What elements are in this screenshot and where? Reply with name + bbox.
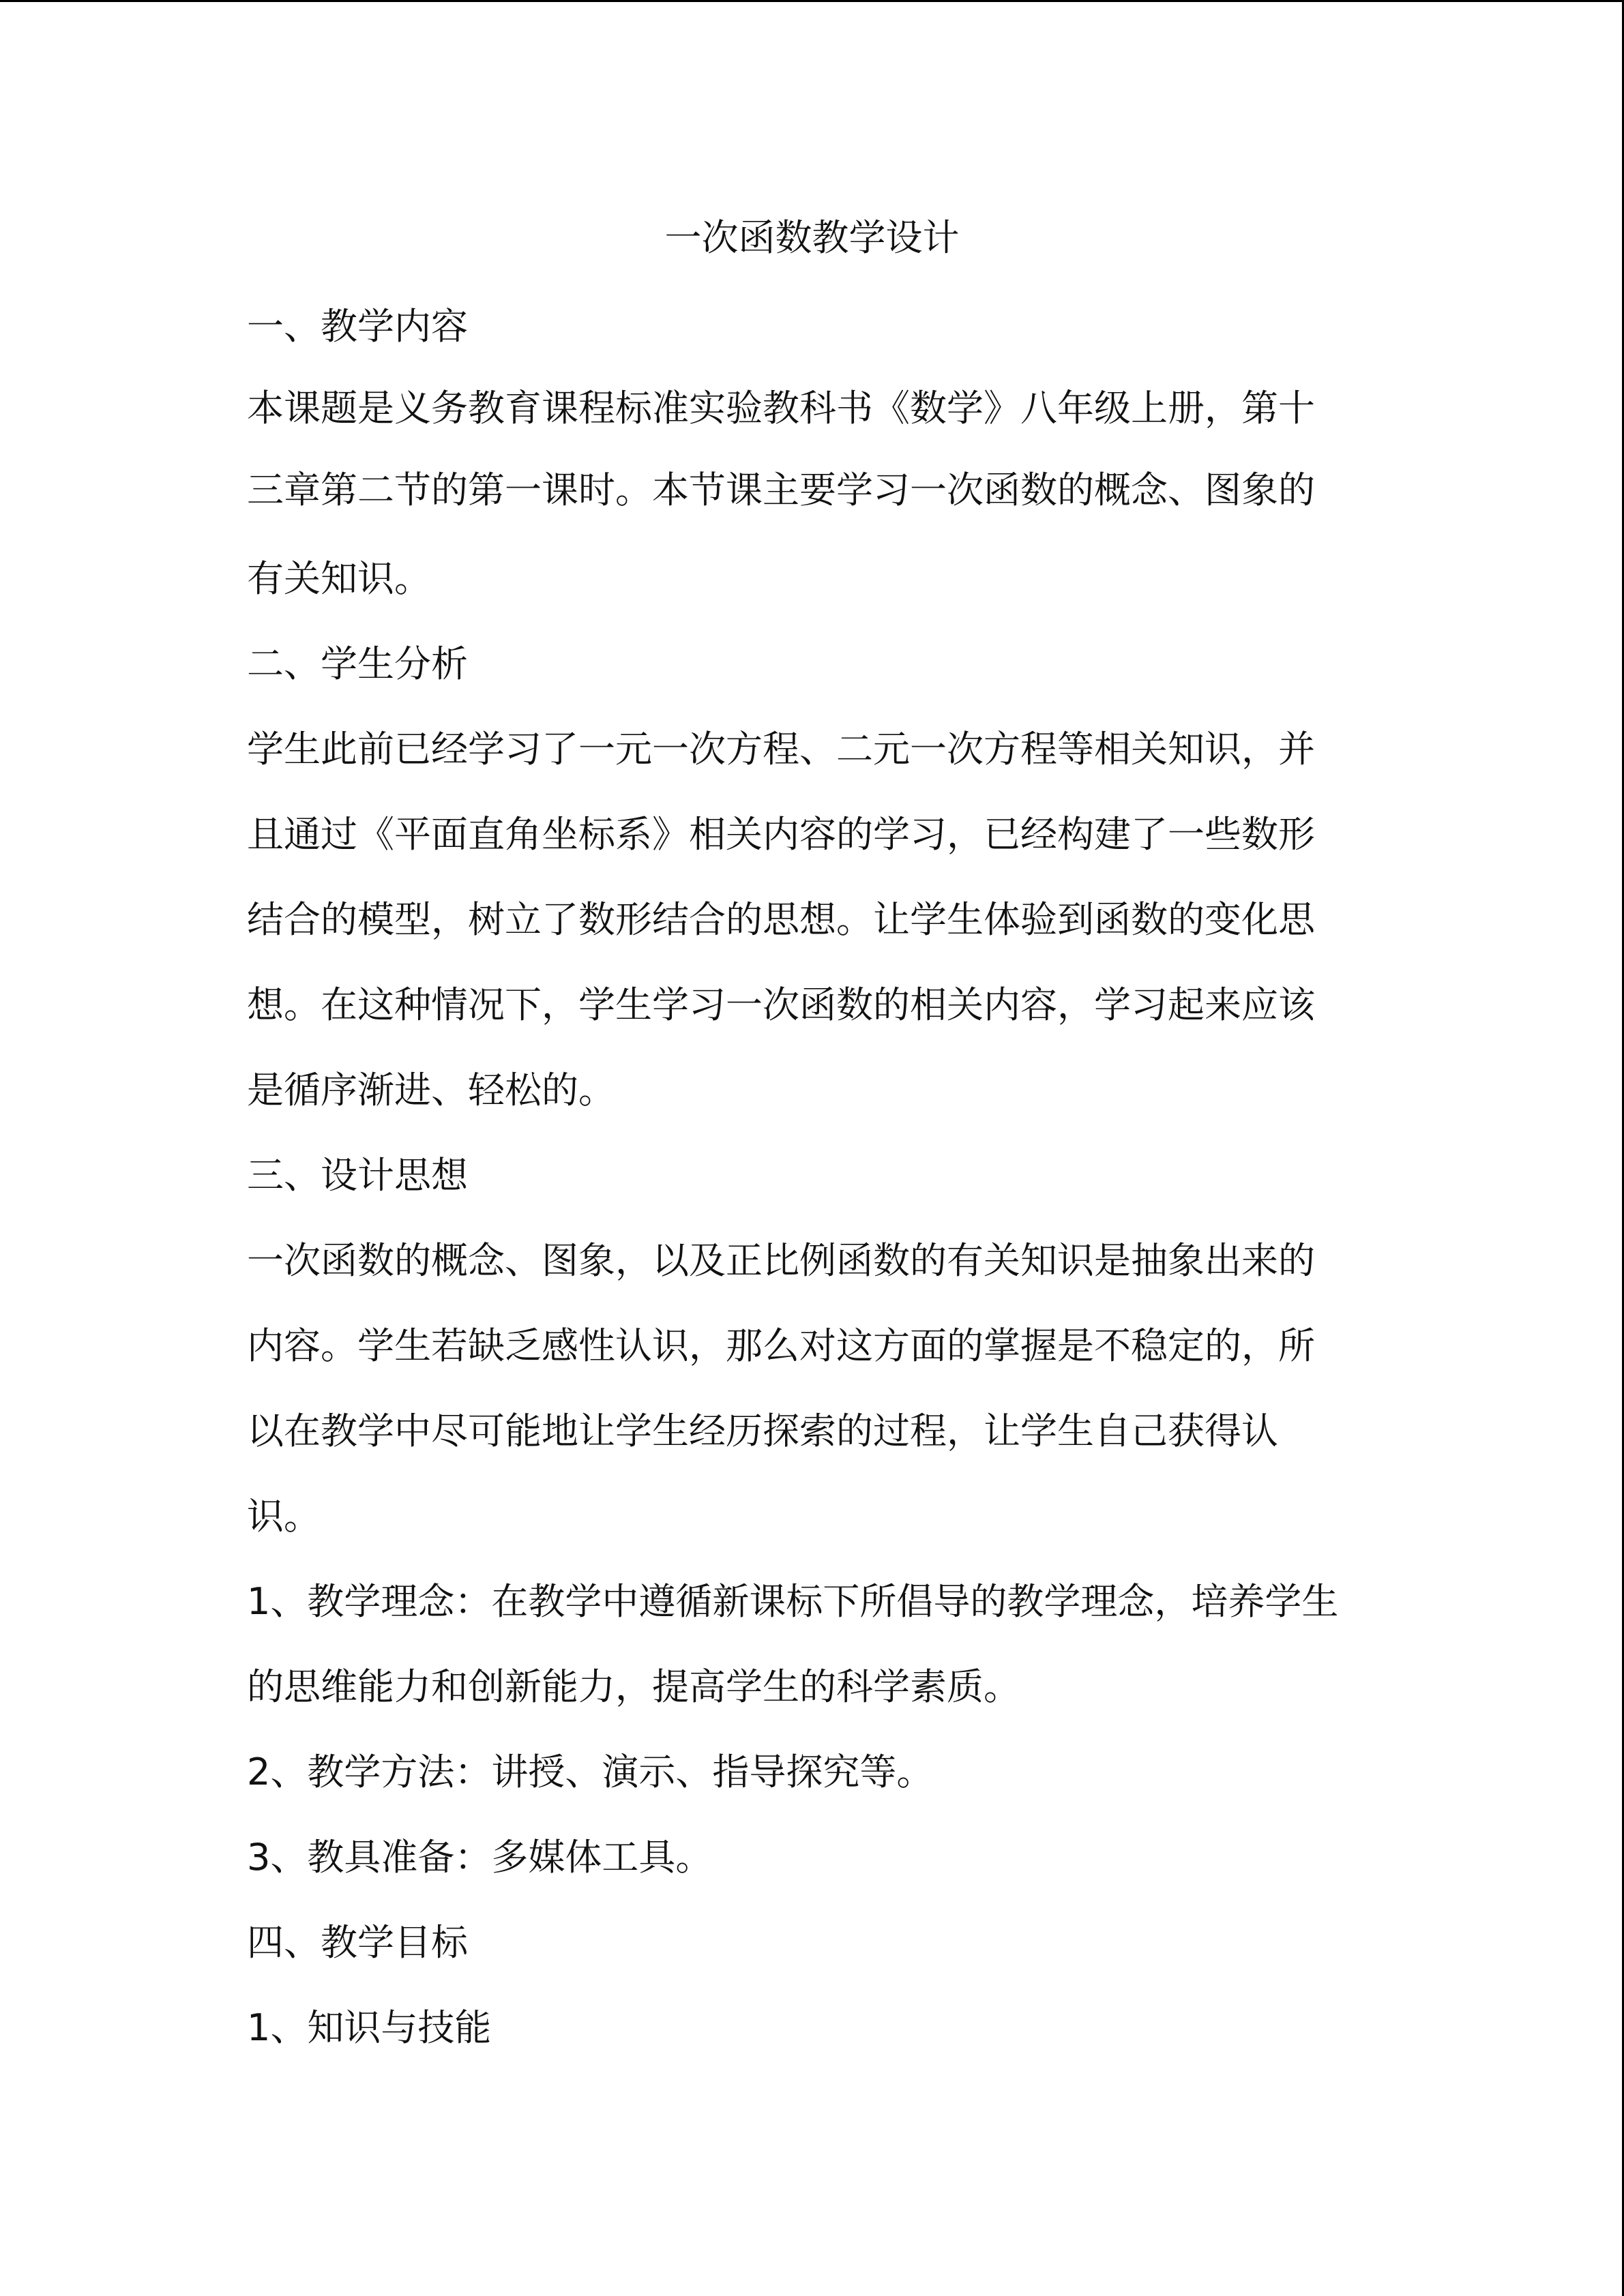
paragraph-line: 内容。学生若缺乏感性认识，那么对这方面的掌握是不稳定的，所 [247,1324,1315,1367]
paragraph-line: 一次函数的概念、图象，以及正比例函数的有关知识是抽象出来的 [247,1239,1315,1282]
heading-student-analysis: 二、学生分析 [247,642,468,685]
paragraph-line: 学生此前已经学习了一元一次方程、二元一次方程等相关知识，并 [247,728,1315,771]
paragraph-line: 三章第二节的第一课时。本节课主要学习一次函数的概念、图象的 [247,468,1315,511]
heading-teaching-objectives: 四、教学目标 [247,1921,468,1964]
paragraph-line: 的思维能力和创新能力，提高学生的科学素质。 [247,1665,1020,1708]
paragraph-line: 是循序渐进、轻松的。 [247,1069,615,1112]
paragraph-line: 有关知识。 [247,557,431,600]
paragraph-line: 结合的模型，树立了数形结合的思想。让学生体验到函数的变化思 [247,898,1315,941]
paragraph-line: 本课题是义务教育课程标准实验教科书《数学》八年级上册，第十 [247,387,1315,430]
paragraph-line: 识。 [247,1495,321,1538]
document-title: 一次函数教学设计 [664,216,960,259]
heading-design-idea: 三、设计思想 [247,1154,468,1197]
list-item-knowledge-skills: 1、知识与技能 [247,2006,492,2049]
paragraph-line: 且通过《平面直角坐标系》相关内容的学习，已经构建了一些数形 [247,813,1315,856]
heading-teaching-content: 一、教学内容 [247,305,468,348]
paragraph-line: 想。在这种情况下，学生学习一次函数的相关内容，学习起来应该 [247,983,1315,1026]
list-item-teaching-method: 2、教学方法：讲授、演示、指导探究等。 [247,1750,934,1793]
paragraph-line: 以在教学中尽可能地让学生经历探索的过程，让学生自己获得认 [247,1410,1278,1452]
list-item-teaching-philosophy: 1、教学理念：在教学中遵循新课标下所倡导的教学理念，培养学生 [247,1580,1339,1623]
list-item-teaching-tools: 3、教具准备：多媒体工具。 [247,1836,713,1879]
